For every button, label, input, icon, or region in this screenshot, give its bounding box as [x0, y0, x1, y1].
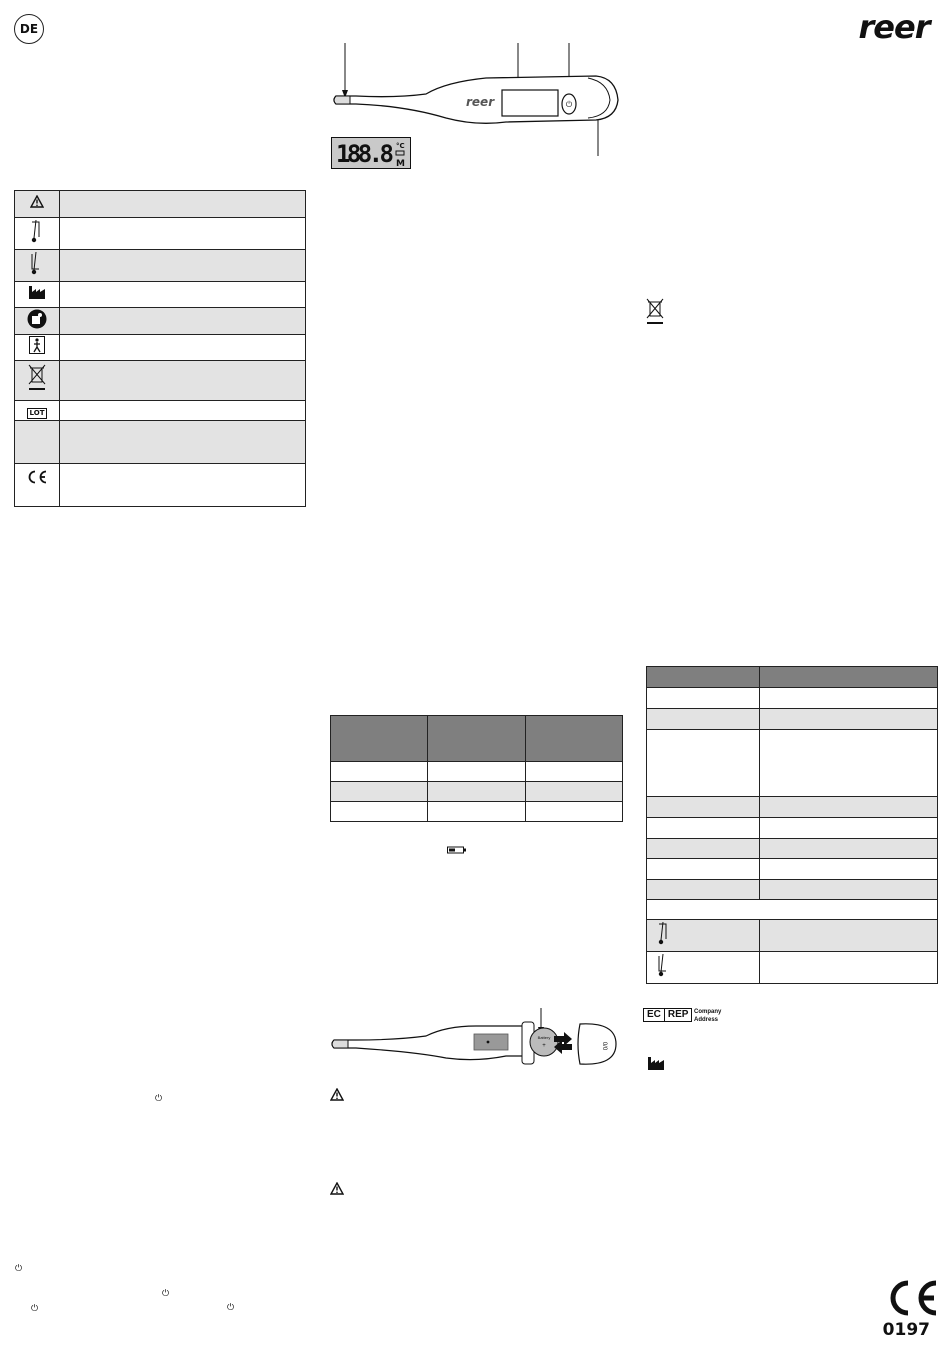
power-icon: ⏻ [565, 100, 573, 109]
weee-bin-icon [28, 364, 46, 392]
symbol-row [15, 282, 306, 308]
brand-logo [844, 10, 944, 44]
lcd-battery-icon [396, 151, 404, 155]
language-badge [14, 14, 44, 44]
table-row [647, 818, 938, 839]
thermometer-display-window [502, 90, 558, 116]
table-row [647, 880, 938, 900]
table-row [647, 667, 938, 688]
lcd-memory: M [396, 159, 405, 168]
table-row [647, 952, 938, 984]
symbol-row [15, 335, 306, 361]
power-icon: ⏻ [227, 1302, 235, 1312]
temperature-table-header [331, 716, 623, 762]
symbol-row [15, 191, 306, 218]
symbol-row [15, 464, 306, 507]
thermometer-max-icon [657, 920, 671, 946]
thermometer-tip [334, 96, 350, 104]
table-row [647, 839, 938, 859]
rep-box: REP [665, 1008, 693, 1022]
table-row [647, 900, 938, 920]
table-row [647, 688, 938, 709]
power-icon: ⏻ [31, 1303, 39, 1313]
thermometer-min-icon [30, 250, 44, 276]
table-row [647, 709, 938, 730]
power-icon: ⏻ [162, 1288, 170, 1298]
battery-cap [578, 1024, 616, 1064]
lcd-digits: 188.8 [336, 140, 394, 168]
ec-box: EC [643, 1008, 665, 1022]
ec-rep-company: Company [694, 1009, 722, 1015]
ce-mark-icon [26, 470, 48, 484]
display-window [474, 1034, 508, 1050]
symbol-row [15, 218, 306, 250]
temperature-table-row [331, 802, 623, 822]
battery-cell [530, 1028, 558, 1056]
weee-bin-icon [646, 298, 664, 326]
ec-rep-address: Address [694, 1017, 719, 1023]
language-badge-label: DE [19, 22, 39, 36]
symbol-row [15, 250, 306, 282]
low-battery-icon [447, 846, 467, 854]
battery-replacement-diagram [326, 1000, 626, 1080]
type-bf-icon [29, 336, 45, 354]
lot-icon: LOT [27, 408, 48, 419]
lcd-display [331, 137, 411, 169]
temperature-table-row [331, 782, 623, 802]
technical-data-table [646, 666, 938, 984]
table-row [647, 730, 938, 797]
thermometer-max-icon [30, 218, 44, 244]
notified-body-code: 0197 [882, 1320, 930, 1340]
instructions-icon [27, 309, 47, 329]
symbol-row [15, 308, 306, 335]
symbol-row [15, 401, 306, 421]
lcd-unit: °C [396, 142, 405, 150]
power-icon: ⏻ [15, 1263, 23, 1273]
manufacturer-icon [647, 1055, 665, 1071]
thermometer-logo: reer [466, 95, 495, 109]
temperature-table-row [331, 762, 623, 782]
ec-rep-label [643, 1008, 692, 1022]
ce-mark-icon [884, 1279, 940, 1317]
temperature-table [330, 715, 623, 822]
table-row [647, 797, 938, 818]
symbol-row [15, 421, 306, 464]
thermometer-min-icon [657, 952, 671, 978]
symbol-table [14, 190, 306, 507]
symbol-row [15, 361, 306, 401]
battery-cap-label: 0/0 [601, 1041, 607, 1051]
table-row [647, 920, 938, 952]
svg-text:+: + [542, 1043, 546, 1049]
warning-icon [30, 195, 44, 208]
warning-icon [330, 1088, 344, 1101]
battery-cell-label: Battery [537, 1035, 551, 1040]
brand-logo-text: reer [858, 10, 930, 44]
power-icon: ⏻ [155, 1093, 163, 1103]
warning-icon [330, 1182, 344, 1195]
manufacturer-icon [28, 284, 46, 300]
table-row [647, 859, 938, 880]
